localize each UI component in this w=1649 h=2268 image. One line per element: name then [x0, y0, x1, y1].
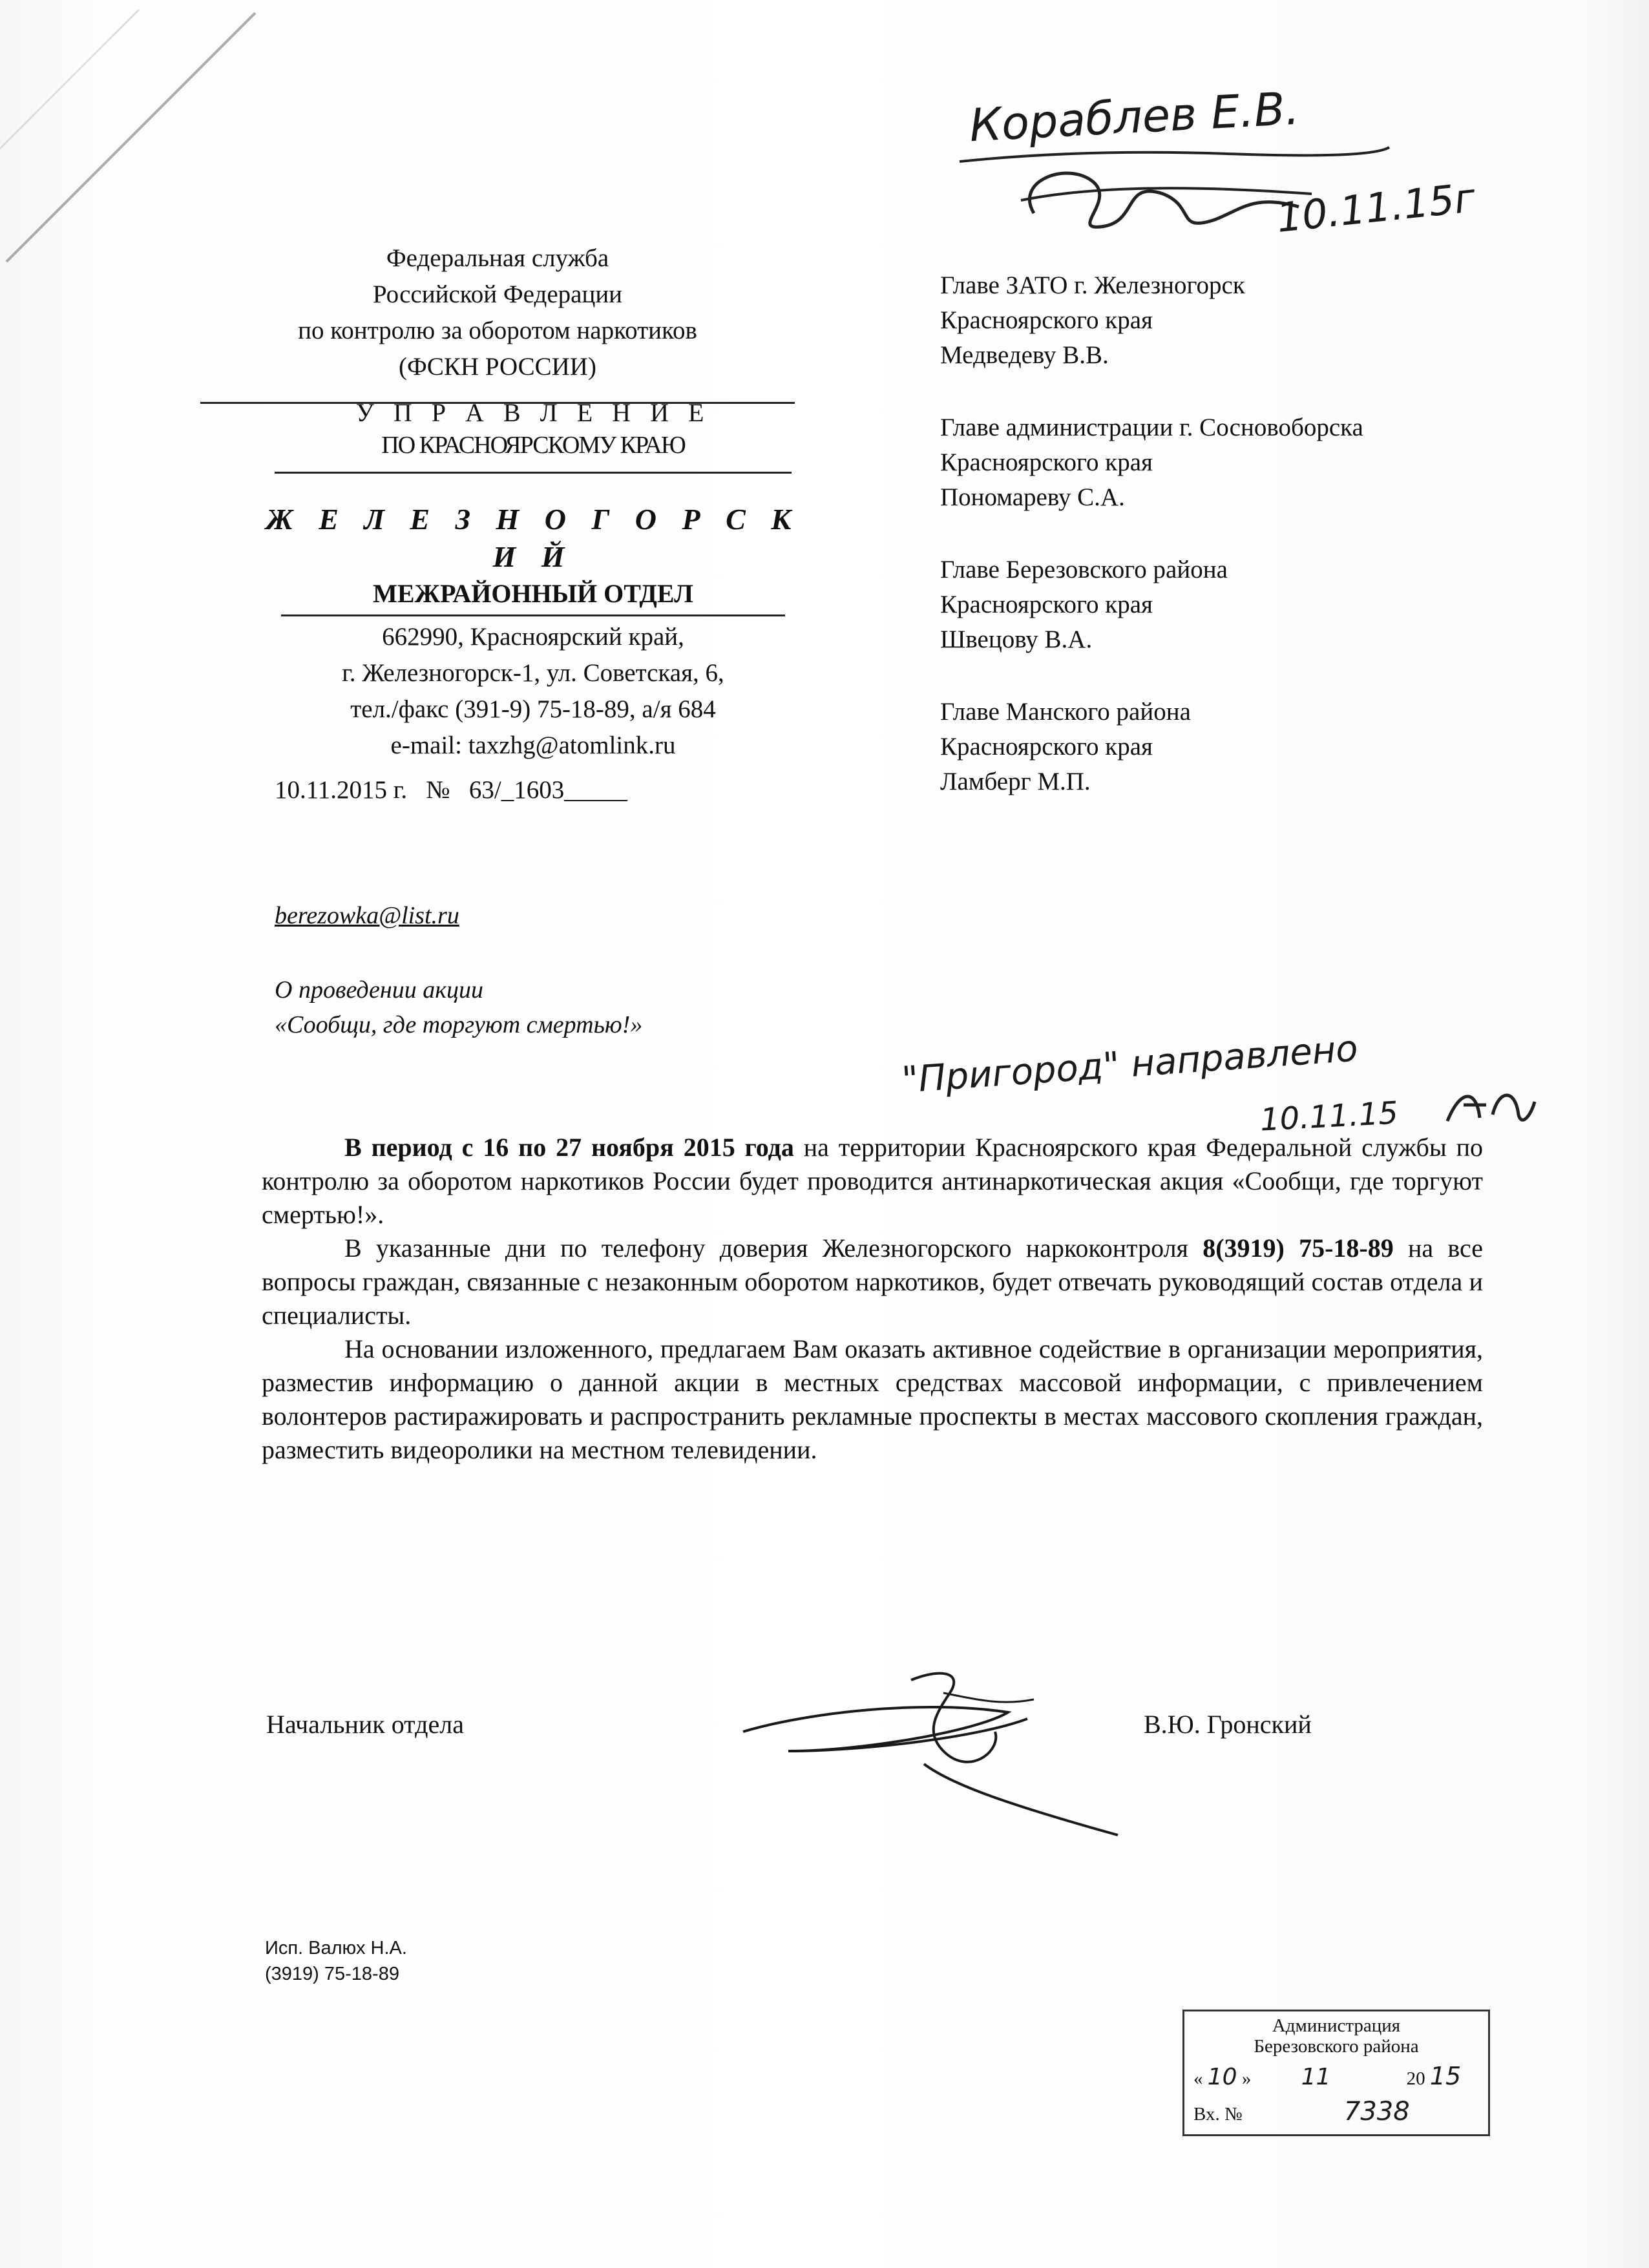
- signer-position: Начальник отдела: [266, 1710, 464, 1739]
- office-divider: [281, 614, 785, 616]
- handwritten-initials: [1008, 155, 1318, 246]
- phone-line: тел./факс (391-9) 75-18-89, а/я 684: [350, 695, 716, 723]
- department-header: [255, 397, 811, 474]
- org-line: Федеральная служба: [386, 244, 609, 272]
- org-line: по контролю за оборотом наркотиков: [298, 317, 697, 344]
- stamp-year-prefix: 20: [1406, 2068, 1425, 2089]
- letter-subject: [275, 972, 642, 1042]
- incoming-stamp: [1182, 2010, 1490, 2136]
- stamp-in-number: 7338: [1343, 2097, 1410, 2126]
- org-line: (ФСКН РОССИИ): [399, 353, 596, 381]
- recipient-title: Главе Березовского района: [940, 556, 1228, 583]
- executor-name: Исп. Валюх Н.А.: [265, 1938, 407, 1958]
- org-line: Российской Федерации: [372, 280, 623, 308]
- office-title: МЕЖРАЙОННЫЙ ОТДЕЛ: [373, 579, 693, 608]
- recipient-email-link[interactable]: berezowka@list.ru: [275, 902, 459, 929]
- recipient-region: Красноярского края: [940, 591, 1153, 618]
- stamp-month: 11: [1301, 2064, 1331, 2090]
- body-paragraph: На основании изложенного, предлагаем Вам оказать активное содействие в организации мероприятия, разместив информацию о данной акции в местных средствах массовой информации, с привлечением волонтеров растиражировать и распространить рекламные проспекты в местах массового скопления граждан, разместить видеоролики на местном телевидении.: [262, 1334, 1483, 1464]
- handwritten-note: "Пригород" направлено: [900, 1027, 1360, 1102]
- handwritten-name: Кораблев Е.В.: [968, 81, 1301, 152]
- recipient: [940, 695, 1586, 799]
- stamp-date-close: »: [1241, 2068, 1252, 2089]
- date-number: 10.11.2015 г. № 63/_1603_____: [275, 776, 627, 804]
- handwritten-date: 10.11.15г: [1274, 174, 1478, 242]
- office-city: Ж Е Л Е З Н О Г О Р С К И Й: [266, 503, 801, 573]
- office-header: [255, 501, 811, 764]
- body-text: на территории Красноярского края Федеральной службы по контролю за оборотом наркотиков России будет проводится антинаркотическая акция «Сообщи, где торгуют смертью!».: [262, 1133, 1484, 1229]
- hotline-number: 8(3919) 75-18-89: [1203, 1234, 1394, 1263]
- recipient: [940, 410, 1586, 515]
- body-paragraph: [262, 1232, 1483, 1332]
- stamp-date-open: «: [1193, 2068, 1203, 2089]
- recipient: [940, 268, 1586, 373]
- address-line: 662990, Красноярский край,: [382, 623, 684, 651]
- recipient-name: Ламберг М.П.: [940, 768, 1091, 795]
- body-paragraph: [262, 1131, 1483, 1232]
- signer-name: В.Ю. Гронский: [1144, 1710, 1312, 1739]
- executor-phone: (3919) 75-18-89: [265, 1964, 399, 1984]
- stamp-day: 10: [1207, 2064, 1237, 2090]
- body-text: В указанные дни по телефону доверия Железногорского наркоконтроля: [344, 1234, 1203, 1263]
- stamp-year: 15: [1429, 2062, 1462, 2090]
- executor-info: [265, 1935, 407, 1987]
- stamp-org: Администрация: [1272, 2015, 1401, 2036]
- subject-line: О проведении акции: [275, 976, 484, 1003]
- recipients: [940, 268, 1586, 837]
- handwritten-note-date: 10.11.15: [1259, 1095, 1400, 1139]
- recipient: [940, 552, 1586, 657]
- recipient-name: Пономареву С.А.: [940, 483, 1125, 511]
- stamp-in-label: Вх. №: [1193, 2104, 1243, 2125]
- department-title: У П Р А В Л Е Н И Е: [355, 398, 711, 427]
- body-emphasis: В период с 16 по 27 ноября 2015 года: [344, 1133, 794, 1162]
- org-header: [194, 240, 801, 404]
- email-line: e-mail: taxzhg@atomlink.ru: [390, 731, 676, 759]
- recipient-title: Главе администрации г. Сосновоборска: [940, 414, 1363, 441]
- recipient-region: Красноярского края: [940, 733, 1153, 761]
- scan-crease: [0, 0, 271, 271]
- stamp-in-row: [1193, 2097, 1478, 2126]
- handwritten-note-initials: [1441, 1076, 1538, 1134]
- recipient-region: Красноярского края: [940, 306, 1153, 334]
- recipient-title: Главе Манского района: [940, 698, 1191, 726]
- address-line: г. Железногорск-1, ул. Советская, 6,: [342, 659, 724, 687]
- recipient-name: Швецову В.А.: [940, 625, 1093, 653]
- stamp-date-row: [1193, 2062, 1478, 2090]
- subject-line: «Сообщи, где торгуют смертью!»: [275, 1011, 643, 1038]
- recipient-name: Медведеву В.В.: [940, 341, 1109, 369]
- body-text: на все вопросы граждан, связанные с незаконным оборотом наркотиков, будет отвечать руководящий состав отдела и специалисты.: [262, 1234, 1484, 1330]
- department-region: ПО КРАСНОЯРСКОМУ КРАЮ: [381, 432, 685, 459]
- letter-body: [262, 1131, 1483, 1467]
- recipient-title: Главе ЗАТО г. Железногорск: [940, 271, 1245, 299]
- stamp-org: Березовского района: [1254, 2036, 1419, 2057]
- recipient-region: Красноярского края: [940, 448, 1153, 476]
- signature-mark: [730, 1654, 1144, 1848]
- department-divider: [275, 472, 792, 474]
